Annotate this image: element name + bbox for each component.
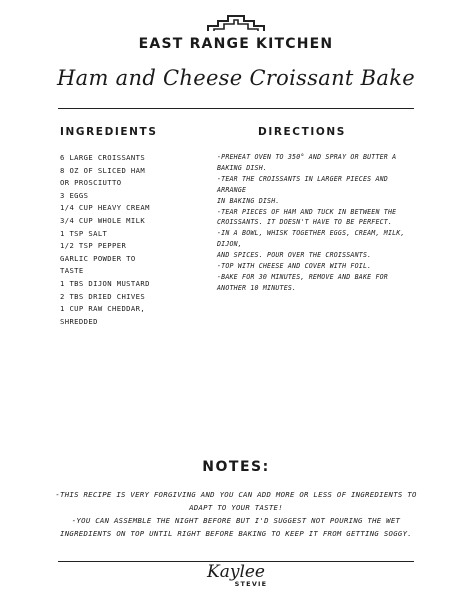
direction-line: CROISSANTS. IT DOESN'T HAVE TO BE PERFECT. — [217, 218, 393, 227]
list-item: SHREDDED — [60, 316, 98, 326]
direction-line: -BAKE FOR 30 MINUTES, REMOVE AND BAKE FOR — [217, 272, 388, 281]
title-divider — [58, 108, 414, 109]
list-item: 8 OZ OF SLICED HAM — [60, 165, 146, 175]
direction-line: AND SPICES. POUR OVER THE CROISSANTS. — [217, 251, 372, 260]
list-item: 6 LARGE CROISSANTS — [60, 153, 146, 162]
brand-logo — [0, 14, 472, 52]
signature — [0, 564, 472, 588]
note-line: -THIS RECIPE IS VERY FORGIVING AND YOU CAN ADD MORE OR LESS OF INGREDIENTS TO — [55, 490, 417, 499]
ingredients-heading: INGREDIENTS — [60, 126, 158, 138]
list-item: 1 TSP SALT — [60, 228, 108, 238]
note-line: INGREDIENTS ON TOP UNTIL RIGHT BEFORE BAKING TO KEEP IT FROM GETTING SOGGY. — [60, 529, 412, 538]
note-line: ADAPT TO YOUR TASTE! — [189, 503, 283, 512]
list-item: 3 EGGS — [60, 190, 89, 200]
direction-line: -IN A BOWL, WHISK TOGETHER EGGS, CREAM, MILK, DIJON, — [217, 229, 405, 249]
list-item: 1 TBS DIJON MUSTARD — [60, 278, 150, 288]
direction-line: -TEAR PIECES OF HAM AND TUCK IN BETWEEN THE — [217, 207, 397, 216]
notes-heading: NOTES: — [202, 459, 270, 475]
list-item: GARLIC POWDER TO — [60, 253, 136, 263]
direction-line: BAKING DISH. — [217, 163, 268, 172]
signature-name: STEVIE — [234, 580, 268, 588]
list-item: 3/4 CUP WHOLE MILK — [60, 215, 146, 225]
list-item: 1 CUP RAW CHEDDAR, — [60, 304, 146, 314]
direction-line: -PREHEAT OVEN TO 350° AND SPRAY OR BUTTER A — [217, 153, 397, 161]
direction-line: -TOP WITH CHEESE AND COVER WITH FOIL. — [217, 262, 372, 271]
ingredients-list — [60, 152, 210, 328]
note-line: -YOU CAN ASSEMBLE THE NIGHT BEFORE BUT I'D SUGGEST NOT POURING THE WET — [71, 516, 401, 525]
direction-line: ANOTHER 10 MINUTES. — [217, 283, 297, 292]
list-item: 1/2 TSP PEPPER — [60, 241, 127, 251]
notes-list — [14, 488, 458, 540]
list-item: TASTE — [60, 266, 84, 276]
directions-heading: DIRECTIONS — [258, 126, 346, 138]
list-item: OR PROSCIUTTO — [60, 178, 122, 188]
recipe-title: Ham and Cheese Croissant Bake — [57, 66, 415, 90]
list-item: 1/4 CUP HEAVY CREAM — [60, 203, 150, 213]
stepped-roofline-icon — [206, 14, 266, 32]
brand-name: EAST RANGE KITCHEN — [138, 36, 334, 52]
list-item: 2 TBS DRIED CHIVES — [60, 291, 146, 301]
direction-line: IN BAKING DISH. — [217, 196, 280, 205]
signature-script: Kaylee — [207, 562, 265, 582]
directions-list — [217, 152, 417, 294]
direction-line: -TEAR THE CROISSANTS IN LARGER PIECES AND ARRANGE — [217, 174, 388, 194]
